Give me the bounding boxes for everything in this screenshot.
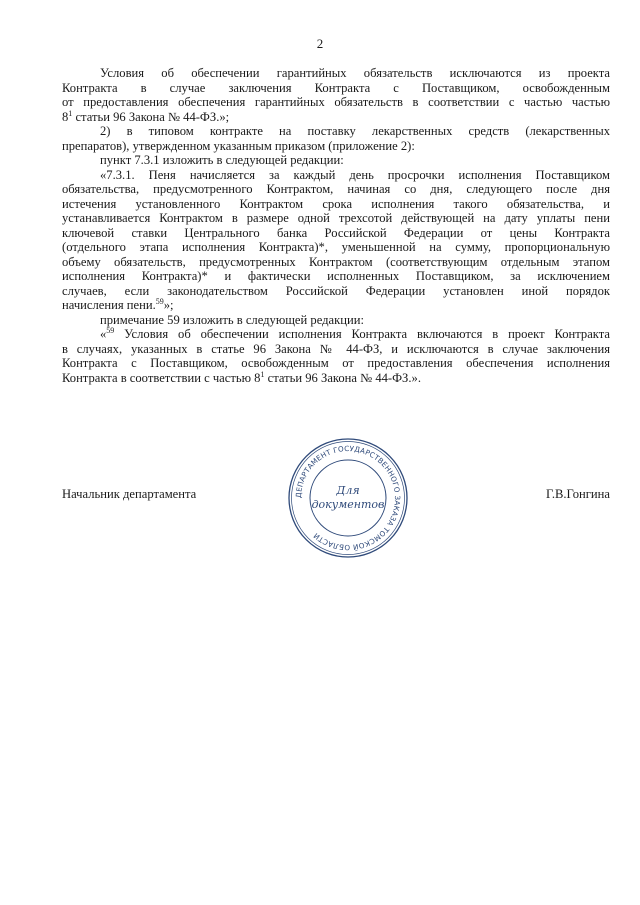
- official-stamp: [287, 437, 409, 559]
- text-line: объему обязательств, предусмотренных Контрактом (соответствующим отдельным этапом: [62, 254, 610, 269]
- text-line: 2) в типовом контракте на поставку лекарственных средств (лекарственных: [100, 124, 610, 138]
- signer-title: Начальник департамента: [62, 487, 197, 501]
- text-line: устанавливается Контрактом в размере одной трехсотой действующей на дату уплаты пени: [62, 211, 610, 225]
- superscript: 59: [106, 326, 115, 335]
- text-line: (отдельного этапа исполнения Контракта)*, уменьшенной на сумму, пропорциональную: [62, 240, 610, 254]
- text-line: «7.3.1. Пеня начисляется за каждый день просрочки исполнения Поставщиком: [100, 167, 610, 182]
- text-fragment: »;: [163, 298, 174, 312]
- text-fragment: статьи 96 Закона № 44-ФЗ.»;: [72, 109, 230, 124]
- superscript: 1: [68, 108, 73, 118]
- page-number: 2: [316, 36, 324, 51]
- text-line: [62, 298, 610, 313]
- stamp-ring-textpath: ДЕПАРТАМЕНТ ГОСУДАРСТВЕННОГО ЗАКАЗА ТОМСКОЙ ОБЛАСТИ: [293, 443, 403, 553]
- text-line: Контракта с Поставщиком, освобожденным от предоставления обеспечения исполнения: [62, 356, 610, 370]
- text-fragment: Контракта в соответствии с частью 8: [62, 370, 261, 385]
- text-line: от предоставления обеспечения гарантийных обязательств в соответствии с частью частью: [62, 95, 610, 109]
- text-line: [62, 371, 610, 386]
- text-fragment: начисления пени.: [62, 298, 156, 312]
- text-line: [62, 110, 610, 125]
- paragraph-typical-contract: [62, 124, 610, 153]
- text-fragment: «: [100, 327, 107, 341]
- text-line: в случаях, указанных в статье 96 Закона № 44-ФЗ, и исключаются в случае заключения: [62, 341, 610, 356]
- text-line: препаратов), утвержденном указанным приказом (приложение 2):: [62, 138, 415, 153]
- text-line: исполнения Контракта)* и фактически исполненных Поставщиком, за исключением: [62, 269, 610, 283]
- stamp-center-line-2: документов: [311, 498, 385, 511]
- text-line: Контракта в случае заключения Контракта с Поставщиком, освобожденным: [62, 80, 610, 95]
- paragraph-note-59: [62, 327, 610, 385]
- text-fragment: 8: [62, 109, 69, 124]
- text-line: примечание 59 изложить в следующей редакции:: [100, 312, 364, 327]
- text-line: пункт 7.3.1 изложить в следующей редакции:: [100, 153, 344, 167]
- text-line: истечения установленного Контрактом срока исполнения такого обязательства, и: [62, 196, 610, 211]
- text-line: случаев, если законодательством Российской Федерации установлен иной порядок: [62, 283, 610, 298]
- stamp-center-line-1: Для: [336, 484, 360, 497]
- text-fragment: статьи 96 Закона № 44-ФЗ.».: [264, 370, 421, 385]
- superscript: 59: [155, 297, 164, 306]
- text-line: Условия об обеспечении гарантийных обязательств исключаются из проекта: [100, 66, 610, 80]
- text-line: обязательства, предусмотренного Контрактом, начиная со дня, следующего после дня: [62, 182, 610, 196]
- text-fragment: Условия об обеспечении исполнения Контракта включаются в проект Контракта: [114, 327, 610, 341]
- text-line: [62, 327, 610, 342]
- signer-name: Г.В.Гонгина: [545, 487, 610, 501]
- paragraph-clause-7-3-1: [62, 168, 610, 313]
- paragraph-warranty-conditions: [62, 66, 610, 124]
- text-line: ключевой ставки Центрального банка Российской Федерации от цены Контракта: [62, 225, 610, 240]
- paragraph-note-intro: [62, 313, 610, 328]
- superscript: 1: [260, 369, 265, 379]
- paragraph-clause-intro: [62, 153, 610, 168]
- document-body: [62, 66, 610, 385]
